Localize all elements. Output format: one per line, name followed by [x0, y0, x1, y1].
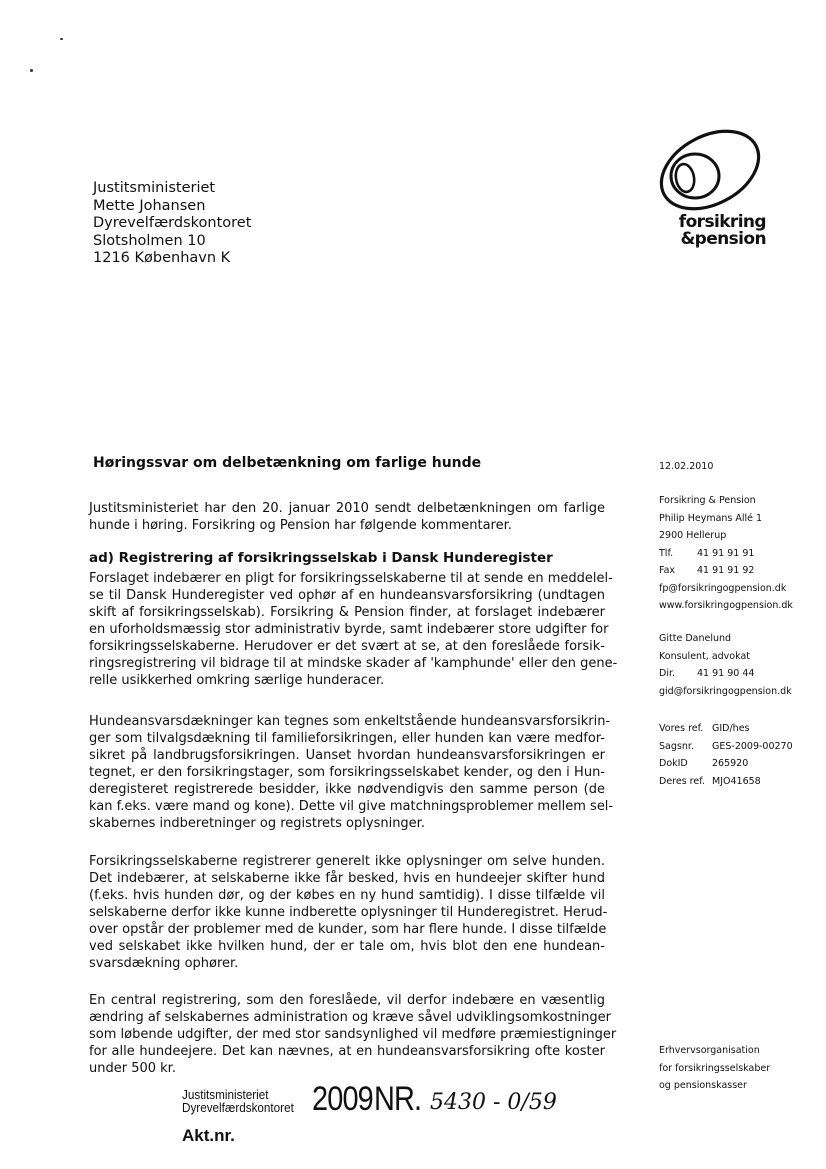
- body-paragraph-2: [89, 713, 614, 832]
- sender-street: Philip Heymans Allé 1: [659, 512, 763, 524]
- reference-row: [659, 773, 793, 791]
- org-desc-line: og pensionskasser: [659, 1080, 747, 1091]
- text-line: under 500 kr.: [89, 1061, 176, 1076]
- scan-speck: [60, 38, 63, 40]
- direct-value: 41 91 90 44: [697, 668, 755, 679]
- reference-value: GES-2009-00270: [712, 740, 793, 752]
- sender-website: www.forsikringogpension.dk: [659, 600, 793, 611]
- person-direct-phone: [659, 665, 792, 683]
- fax-value: 41 91 91 92: [697, 565, 755, 576]
- address-line: Slotsholmen 10: [93, 232, 206, 249]
- text-line: skift af forsikringsselskab). Forsikring & Pension finder, at forslaget indebærer: [89, 605, 605, 620]
- letter-title: Høringssvar om delbetænkning om farlige hunde: [93, 455, 482, 471]
- text-line: Det indebærer, at selskaberne ikke får besked, hvis en hundeejer skifter hund: [89, 871, 605, 886]
- text-line: (f.eks. hvis hunden dør, og der købes en ny hund samtidig). I disse tilfælde vil: [89, 888, 605, 903]
- text-line: deregisteret registrerede besidder, ikke nødvendigvis den samme person (de: [89, 782, 605, 797]
- logo-word-2: &pension: [680, 229, 766, 249]
- stamp-handwritten-number: 5430 - 0/59: [430, 1090, 557, 1115]
- text-line: som løbende udgifter, der med stor sandsynlighed vil medføre præmiestigninger: [89, 1027, 617, 1042]
- text-line: sikret på landbrugsforsikringen. Uanset hvordan hundeansvarsforsikringen er: [89, 748, 605, 763]
- org-desc-line: for forsikringsselskaber: [659, 1062, 771, 1074]
- reference-value: 265920: [712, 758, 749, 769]
- direct-label: Dir.: [659, 668, 676, 679]
- text-line: Forslaget indebærer en pligt for forsikringsselskaberne til at sende en meddelel-: [89, 571, 613, 586]
- text-line: ger som tilvalgsdækning til familieforsikringen, eller hunden kan være medfor-: [89, 731, 605, 746]
- reference-value: MJO41658: [712, 775, 761, 787]
- sender-email: fp@forsikringogpension.dk: [659, 582, 787, 594]
- stamp-ministry: Justitsministeriet: [182, 1087, 269, 1102]
- text-line: over opstår der problemer med de kunder, som har flere hunde. I disse tilfælde: [89, 922, 607, 937]
- fax-label: Fax: [659, 565, 676, 576]
- org-desc-line: Erhvervsorganisation: [659, 1045, 760, 1056]
- reference-value: GID/hes: [712, 723, 750, 734]
- receipt-stamp: [182, 1080, 562, 1124]
- reference-label: Vores ref.: [659, 723, 704, 734]
- reference-label: DokID: [659, 758, 688, 769]
- company-logo: [655, 128, 770, 253]
- intro-paragraph: [89, 500, 605, 534]
- text-line: relle usikkerhed omkring særlige hunderacer.: [89, 673, 385, 688]
- stamp-year: 2009: [312, 1080, 373, 1118]
- text-line: Hundeansvarsdækninger kan tegnes som enkeltstående hundeansvarsforsikrin-: [89, 714, 611, 729]
- sender-phone: [659, 545, 793, 563]
- sender-contact-block: [659, 492, 793, 615]
- text-line: Justitsministeriet har den 20. januar 2010 sendt delbetænkningen om farlige: [89, 501, 605, 516]
- phone-value: 41 91 91 91: [697, 547, 755, 559]
- reference-row: [659, 720, 793, 738]
- reference-label: Sagsnr.: [659, 740, 694, 752]
- letter-date: 12.02.2010: [659, 461, 714, 472]
- text-line: hunde i høring. Forsikring og Pension har følgende kommentarer.: [89, 518, 512, 533]
- text-line: ved selskabet ikke hvilken hund, der er tale om, hvis blot den ene hundean-: [89, 939, 605, 954]
- section-heading: ad) Registrering af forsikringsselskab i Dansk Hunderegister: [89, 550, 553, 566]
- logo-word-1: forsikring: [678, 212, 766, 232]
- address-line: Dyrevelfærdskontoret: [93, 215, 252, 231]
- text-line: ringsregistrering vil bidrage til at mindske skader af 'kamphunde' eller den gene-: [89, 656, 618, 671]
- text-line: Forsikringsselskaberne registrerer generelt ikke oplysninger om selve hunden.: [89, 854, 605, 869]
- stamp-nr-label: NR.: [374, 1080, 422, 1118]
- address-line: Justitsministeriet: [93, 180, 216, 196]
- reference-block: [659, 720, 793, 790]
- text-line: kan f.eks. være mand og kone). Dette vil give matchningsproblemer mellem sel-: [89, 799, 614, 814]
- stamp-office: Dyrevelfærdskontoret: [182, 1100, 294, 1115]
- sender-fax: [659, 562, 793, 580]
- text-line: ændring af selskabernes administration og kræve såvel udviklingsomkostninger: [89, 1010, 611, 1025]
- text-line: En central registrering, som den foreslåede, vil derfor indebære en væsentlig: [89, 993, 605, 1008]
- phone-label: Tlf.: [659, 547, 674, 559]
- reference-row: [659, 755, 793, 773]
- body-paragraph-1: [89, 570, 618, 689]
- text-line: se til Dansk Hunderegister ved ophør af en hundeansvarsforsikring (undtagen: [89, 588, 605, 603]
- body-paragraph-4: [89, 992, 617, 1077]
- reference-row: [659, 738, 793, 756]
- person-name: Gitte Danelund: [659, 633, 732, 644]
- text-line: tegnet, er den forsikringstager, som forsikringsselskabet kender, og den i Hun-: [89, 765, 605, 780]
- text-line: selskaberne derfor ikke kunne indberette oplysninger til Hunderegistret. Herud-: [89, 905, 608, 920]
- logo-swirl-icon: [655, 128, 770, 218]
- stamp-akt-label: Akt.nr.: [182, 1126, 235, 1145]
- address-line: Mette Johansen: [93, 197, 206, 214]
- person-title: Konsulent, advokat: [659, 650, 750, 662]
- sender-name: Forsikring & Pension: [659, 495, 756, 506]
- scan-speck: [30, 69, 33, 72]
- address-line: 1216 København K: [93, 250, 231, 266]
- organisation-description: [659, 1042, 770, 1095]
- reference-label: Deres ref.: [659, 775, 705, 787]
- text-line: en uforholdsmæssig stor administrativ byrde, samt indebærer store udgifter for: [89, 622, 609, 637]
- text-line: forsikringsselskaberne. Herudover er det svært at se, at den foreslåede forsik-: [89, 639, 605, 654]
- contact-person-block: [659, 630, 792, 700]
- body-paragraph-3: [89, 853, 608, 972]
- person-email: gid@forsikringogpension.dk: [659, 685, 792, 697]
- sender-city: 2900 Hellerup: [659, 530, 727, 541]
- text-line: for alle hundeejere. Det kan nævnes, at en hundeansvarsforsikring ofte koster: [89, 1044, 605, 1059]
- recipient-address: [93, 180, 251, 268]
- text-line: skabernes indberetninger og registrets oplysninger.: [89, 816, 425, 831]
- text-line: svarsdækning ophører.: [89, 956, 239, 971]
